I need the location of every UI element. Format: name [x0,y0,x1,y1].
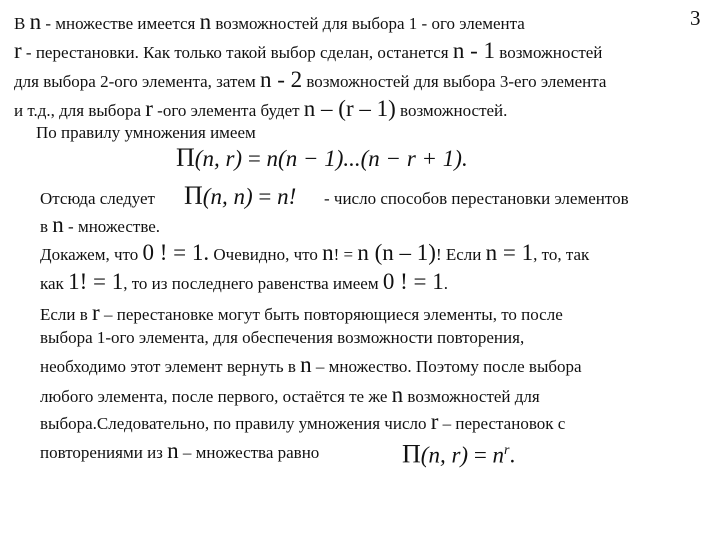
text-line-13 [40,382,540,407]
formula-args: (n, n) [202,184,253,209]
text: – перестановке могут быть повторяющиеся элементы, то после [99,305,563,324]
text: как [40,274,69,293]
text: для выбора 2-ого элемента, затем [14,72,260,91]
formula-args: (n, r) [194,146,243,171]
pi-symbol: Π [184,181,203,210]
text-line-8 [40,240,590,265]
math-expr: n - 2 [259,67,303,92]
text: возможностей [495,43,603,62]
text-line-15 [40,438,320,463]
text: Докажем, что [40,245,143,264]
text: - перестановки. Как только такой выбор сделан, останется [21,43,453,62]
text: . [443,274,448,293]
text-line-1 [14,9,525,34]
math-expr: 0 ! = 1. [142,240,210,265]
math-expr: n – (r – 1) [303,96,396,121]
text: возможностей. [395,101,508,120]
text-line-6b: - число способов перестановки элементов [324,189,629,208]
text: , то из последнего равенства имеем [123,274,383,293]
text: возможностей для выбора 3-его элемента [302,72,607,91]
text-line-10 [40,300,563,325]
math-var: n [29,9,42,34]
text: В [14,14,30,33]
math-var: n [391,382,404,407]
formula-eq: = [468,442,493,468]
math-var: n [322,240,334,265]
text: возможностей для выбора 1 - ого элемента [211,14,525,33]
text: – множества равно [178,443,320,462]
math-expr: n - 1 [452,38,496,63]
formula-dot: . [509,442,516,468]
formula-rhs: n(n − 1)...(n − r + 1). [266,146,468,171]
formula-permutations [176,145,468,172]
formula-eq: = [252,184,278,209]
slide-number: 3 [690,6,701,30]
text: ! Если [435,245,486,264]
text: необходимо этот элемент вернуть в [40,357,301,376]
math-var: n [167,438,179,463]
formula-repetitions [402,438,515,469]
text: Очевидно, что [209,245,323,264]
math-expr: 1! = 1 [68,269,124,294]
math-var: n [199,9,212,34]
text: в [40,217,53,236]
text-line-6a: Отсюда следует [40,189,155,208]
text-line-14 [40,409,566,434]
math-expr: n = 1 [485,240,534,265]
text: Если в [40,305,93,324]
math-expr: 0 ! = 1 [382,269,444,294]
formula-exponent: r [504,443,510,458]
text: любого элемента, после первого, остаётся те же [40,387,392,406]
text: – перестановок с [438,414,566,433]
math-var: r [145,96,153,121]
text: - множестве. [63,217,161,236]
text: -ого элемента будет [152,101,304,120]
math-expr: n (n – 1) [357,240,436,265]
text: - множестве имеется [41,14,200,33]
math-var: r [430,409,439,434]
math-var: r [14,38,22,63]
text-line-9 [40,269,448,294]
formula-rhs: n! [277,184,297,209]
math-var: n [52,212,64,237]
math-var: n [300,352,312,377]
text-line-7 [40,212,161,237]
text-line-12 [40,352,582,377]
formula-eq: = [242,146,267,171]
text: возможностей для [403,387,540,406]
formula-factorial [184,183,296,210]
text-line-5: По правилу умножения имеем [36,123,256,142]
text: ! = [333,245,358,264]
formula-base: n [492,442,505,468]
text-line-11: выбора 1-ого элемента, для обеспечения возможности повторения, [40,328,525,347]
pi-symbol: Π [176,143,195,172]
text: и т.д., для выбора [14,101,146,120]
text-line-2 [14,38,603,63]
formula-args: (n, r) [420,442,469,468]
text: , то, так [533,245,590,264]
math-var: r [92,300,100,325]
text: выбора.Следовательно, по правилу умножения число [40,414,431,433]
text-line-3 [14,67,607,92]
pi-symbol: Π [402,439,421,469]
text: повторениями из [40,443,168,462]
text-line-4 [14,96,508,121]
text: – множество. Поэтому после выбора [311,357,582,376]
